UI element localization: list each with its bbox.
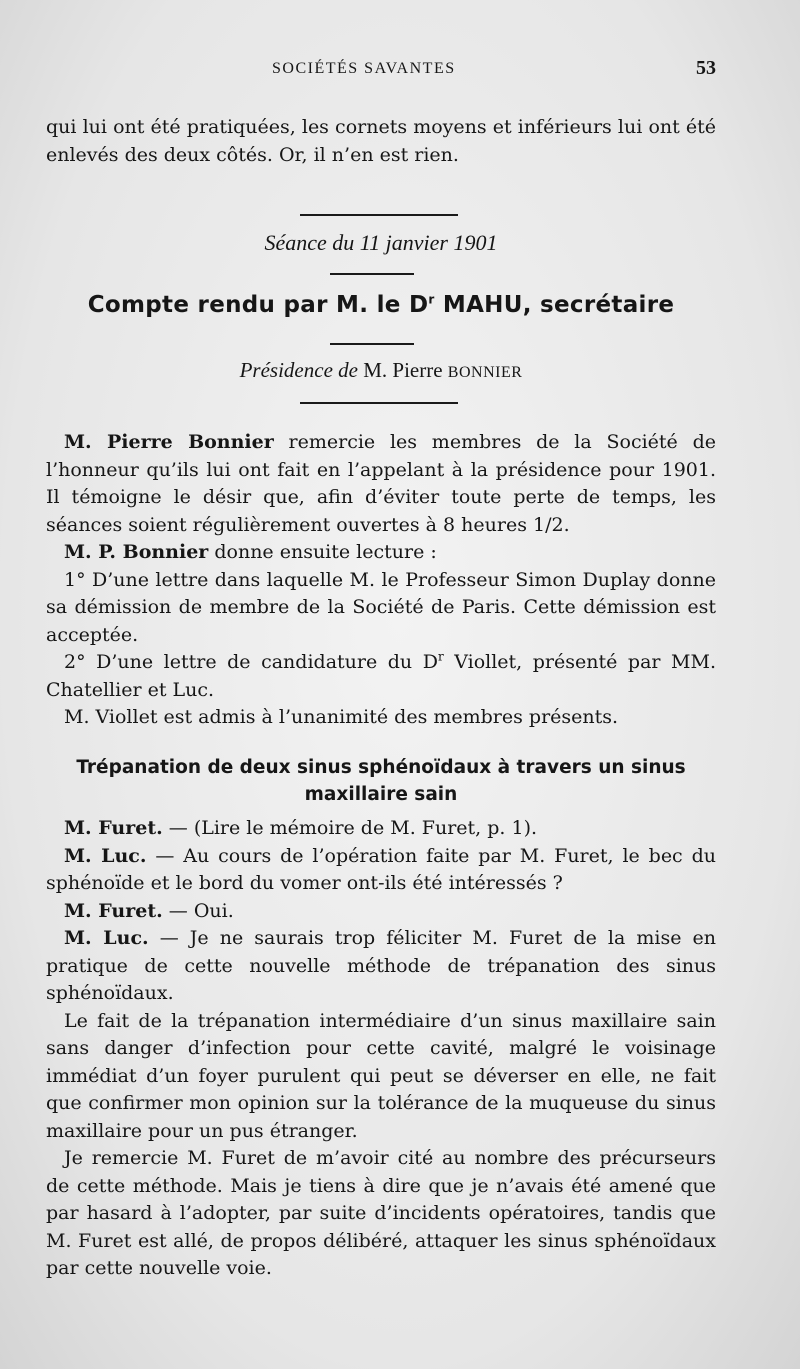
paragraph-text: — Je ne saurais trop féliciter M. Furet de la mise en pratique de cette nouvelle méthode de trépanation des sinus sphénoïdaux.	[46, 927, 716, 1004]
discussion-body	[46, 815, 716, 1283]
report-heading	[46, 292, 716, 318]
minutes-paragraph	[46, 539, 716, 567]
speaker-name: M. Luc.	[64, 927, 149, 949]
page-number: 53	[696, 57, 716, 79]
paragraph-sup: r	[437, 649, 444, 664]
divider-rule	[300, 402, 458, 404]
paragraph-text: donne ensuite lecture :	[208, 541, 437, 563]
speaker-name: M. Furet.	[64, 899, 163, 922]
discussion-paragraph: Le fait de la trépanation intermédiaire d’un sinus maxillaire sain sans danger d’infection pour cette cavité, malgré le voisinage immédiat d’un foyer purulent qui peut se déverser en elle, ne fait que confirmer mon opinion sur la tolérance de la muqueuse du sinus maxillaire pour un pus étranger.	[46, 1009, 716, 1142]
running-title: SOCIÉTÉS SAVANTES	[272, 60, 456, 77]
discussion-paragraph: Je remercie M. Furet de m’avoir cité au nombre des précurseurs de cette méthode. Mais je tiens à dire que je n’avais été amené que par hasard à l’adopter, par suite d’incidents opératoires, tandis que M. Furet est allé, de propos délibéré, attaquer les sinus sphénoïdaux par cette nouvelle voie.	[46, 1147, 716, 1279]
paragraph-text: — Au cours de l’opération faite par M. Furet, le bec du sphénoïde et le bord du vomer ont-ils été intéressés ?	[46, 844, 716, 894]
speaker-name: M. P. Bonnier	[64, 541, 209, 563]
minutes-paragraph	[46, 649, 716, 704]
paragraph-text: Viollet, présenté par MM. Chatellier et Luc.	[46, 651, 716, 701]
minutes-paragraph	[46, 429, 716, 539]
session-date: Séance du 11 janvier 1901	[264, 230, 498, 255]
divider-rule	[300, 214, 458, 216]
minutes-paragraph: 1° D’une lettre dans laquelle M. le Professeur Simon Duplay donne sa démission de membre de la Société de Paris. Cette démission est acceptée.	[46, 568, 716, 646]
paragraph-text: — (Lire le mémoire de M. Furet, p. 1).	[162, 817, 538, 839]
discussion-paragraph	[46, 898, 716, 926]
minutes-paragraph: M. Viollet est admis à l’unanimité des membres présents.	[64, 706, 619, 728]
report-heading-sup: r	[428, 292, 435, 307]
discussion-paragraph	[46, 815, 716, 843]
intro-paragraph	[46, 114, 716, 169]
divider-rule	[330, 273, 414, 275]
speaker-name: M. Luc.	[64, 844, 147, 867]
presidency-name: M. Pierre	[363, 358, 443, 382]
section-heading: Trépanation de deux sinus sphénoïdaux à travers un sinus maxillaire sain	[76, 757, 686, 805]
speaker-name: M. Furet.	[64, 817, 163, 839]
discussion-paragraph	[46, 843, 716, 898]
minutes-body	[46, 429, 716, 732]
report-heading-prefix: Compte rendu par M. le D	[87, 292, 429, 318]
intro-text: qui lui ont été pratiquées, les cornets moyens et inférieurs lui ont été enlevés des deux côtés. Or, il n’en est rien.	[46, 116, 716, 166]
presidency-surname: BONNIER	[447, 364, 523, 381]
discussion-paragraph	[46, 925, 716, 1008]
paragraph-text: — Oui.	[162, 899, 234, 922]
presidency-label: Présidence de	[239, 358, 358, 382]
paragraph-text: 2° D’une lettre de candidature du D	[64, 651, 438, 673]
paragraph-text: remercie les membres de la Société de l’honneur qu’ils lui ont fait en l’appelant à la présidence pour 1901. Il témoigne le désir que, afin d’éviter toute perte de temps, les séances soient régulièrement ouvertes à 8 heures 1/2.	[46, 431, 716, 536]
divider-rule	[330, 343, 414, 345]
speaker-name: M. Pierre Bonnier	[64, 431, 274, 453]
presidency-line	[46, 358, 716, 383]
report-heading-suffix: MAHU, secrétaire	[434, 292, 675, 318]
